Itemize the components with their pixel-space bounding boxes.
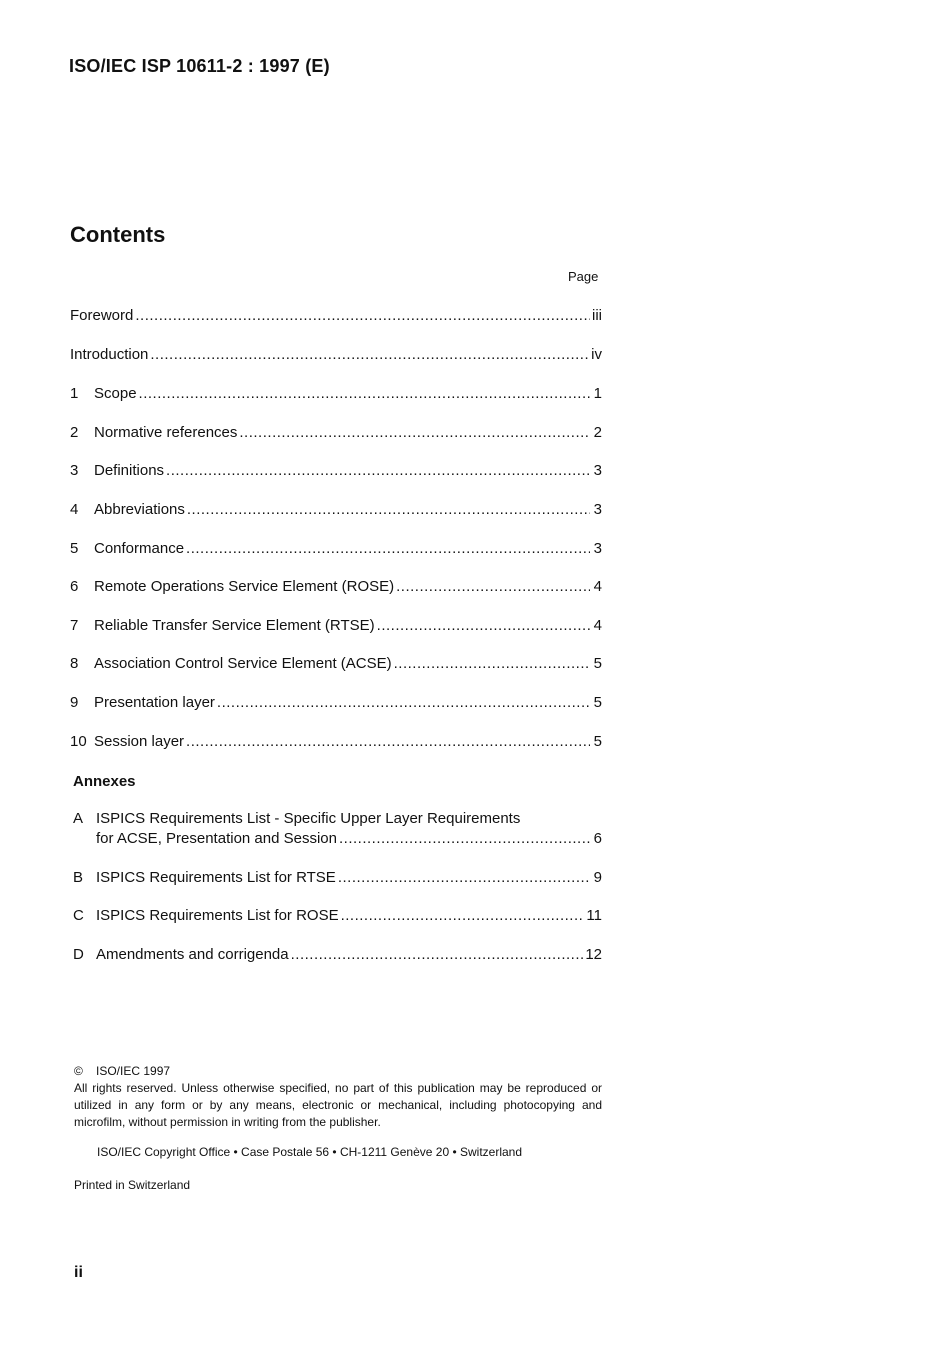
toc-entry-title: ISPICS Requirements List - Specific Upper Layer Requirements	[96, 810, 521, 827]
dot-leader	[396, 578, 590, 596]
toc-entry-number: 5	[70, 540, 79, 557]
copyright-owner: ISO/IEC 1997	[96, 1064, 171, 1078]
copyright-office-address: ISO/IEC Copyright Office • Case Postale 56 • CH-1211 Genève 20 • Switzerland	[97, 1145, 523, 1159]
dot-leader	[150, 346, 589, 364]
toc-entry-page: 3	[593, 462, 602, 479]
toc-entry-number: 3	[70, 462, 79, 479]
toc-entry-title: Remote Operations Service Element (ROSE)	[94, 578, 395, 595]
dot-leader	[135, 307, 590, 325]
toc-entry-page: 9	[593, 869, 602, 886]
page-number: ii	[74, 1264, 83, 1281]
toc-entry-title: for ACSE, Presentation and Session	[96, 830, 337, 847]
toc-entry-letter: B	[73, 869, 84, 886]
toc-entry-title: Definitions	[94, 462, 165, 479]
toc-entry-page: 3	[593, 540, 602, 557]
dot-leader	[394, 655, 590, 673]
toc-entry-title: Introduction	[70, 346, 149, 363]
toc-entry-number: 8	[70, 655, 79, 672]
annexes-heading: Annexes	[73, 773, 136, 790]
dot-leader	[377, 617, 590, 635]
toc-entry-page: 12	[585, 946, 602, 963]
toc-entry-letter: A	[73, 810, 84, 827]
dot-leader	[339, 830, 590, 848]
contents-title: Contents	[70, 222, 166, 247]
toc-entry-number: 6	[70, 578, 79, 595]
toc-entry-clause-9[interactable]	[70, 694, 602, 712]
toc-entry-page: 5	[593, 694, 602, 711]
toc-entry-clause-3[interactable]	[70, 462, 602, 480]
dot-leader	[217, 694, 590, 712]
toc-entry-title: Foreword	[70, 307, 134, 324]
toc-entry-number: 9	[70, 694, 79, 711]
toc-entry-number: 1	[70, 385, 79, 402]
copyright-line	[74, 1063, 602, 1080]
toc-entry-clause-8[interactable]	[70, 655, 602, 673]
toc-entry-page: 2	[593, 424, 602, 441]
toc-entry-number: 10	[70, 733, 87, 750]
toc-entry-clause-1[interactable]	[70, 385, 602, 403]
toc-entry-title: Conformance	[94, 540, 185, 557]
toc-entry-title: Scope	[94, 385, 137, 402]
toc-entry-clause-7[interactable]	[70, 617, 602, 635]
toc-entry-number: 2	[70, 424, 79, 441]
toc-entry-page: 6	[593, 830, 602, 847]
document-header: ISO/IEC ISP 10611-2 : 1997 (E)	[69, 56, 330, 76]
toc-entry-annex-a[interactable]	[96, 830, 602, 848]
toc-entry-clause-10[interactable]	[70, 733, 602, 751]
dot-leader	[139, 385, 590, 403]
dot-leader	[291, 946, 584, 964]
toc-entry-annex-d[interactable]	[70, 946, 602, 964]
dot-leader	[187, 501, 590, 519]
toc-entry-page: iv	[591, 346, 602, 363]
toc-entry-page: 5	[593, 655, 602, 672]
dot-leader	[166, 462, 590, 480]
toc-entry-foreword[interactable]	[70, 307, 602, 325]
toc-entry-clause-5[interactable]	[70, 540, 602, 558]
printed-location: Printed in Switzerland	[74, 1178, 191, 1192]
toc-entry-number: 4	[70, 501, 79, 518]
toc-entry-title: Session layer	[94, 733, 185, 750]
toc-entry-title: ISPICS Requirements List for ROSE	[96, 907, 339, 924]
dot-leader	[338, 869, 590, 887]
toc-entry-number: 7	[70, 617, 79, 634]
toc-entry-title: Presentation layer	[94, 694, 215, 711]
toc-entry-page: 5	[593, 733, 602, 750]
dot-leader	[239, 424, 590, 442]
toc-entry-annex-b[interactable]	[70, 869, 602, 887]
toc-entry-page: iii	[592, 307, 602, 324]
toc-entry-annex-c[interactable]	[70, 907, 602, 925]
toc-entry-title: Normative references	[94, 424, 238, 441]
rights-statement: All rights reserved. Unless otherwise specified, no part of this publication may be reproduced or utilized in any form or by any means, electronic or mechanical, including photocopying and microfilm, without permission in writing from the publisher.	[74, 1081, 602, 1129]
copyright-symbol: ©	[74, 1064, 83, 1078]
toc-entry-title: ISPICS Requirements List for RTSE	[96, 869, 336, 886]
toc-entry-page: 11	[586, 907, 602, 924]
toc-entry-clause-2[interactable]	[70, 424, 602, 442]
toc-entry-page: 1	[593, 385, 602, 402]
toc-entry-title: Amendments and corrigenda	[96, 946, 289, 963]
toc-entry-title: Abbreviations	[94, 501, 185, 518]
dot-leader	[341, 907, 585, 925]
toc-entry-clause-6[interactable]	[70, 578, 602, 596]
toc-entry-letter: C	[73, 907, 84, 924]
dot-leader	[186, 540, 590, 558]
toc-entry-letter: D	[73, 946, 84, 963]
dot-leader	[186, 733, 590, 751]
toc-entry-title: Reliable Transfer Service Element (RTSE)	[94, 617, 375, 634]
toc-entry-title: Association Control Service Element (ACSE)	[94, 655, 392, 672]
toc-entry-clause-4[interactable]	[70, 501, 602, 519]
toc-entry-annex-a-line1[interactable]	[70, 810, 602, 828]
toc-entry-page: 3	[593, 501, 602, 518]
copyright-notice	[74, 1063, 602, 1131]
page-column-label: Page	[568, 269, 599, 284]
toc-entry-page: 4	[593, 617, 602, 634]
toc-entry-page: 4	[593, 578, 602, 595]
toc-entry-introduction[interactable]	[70, 346, 602, 364]
